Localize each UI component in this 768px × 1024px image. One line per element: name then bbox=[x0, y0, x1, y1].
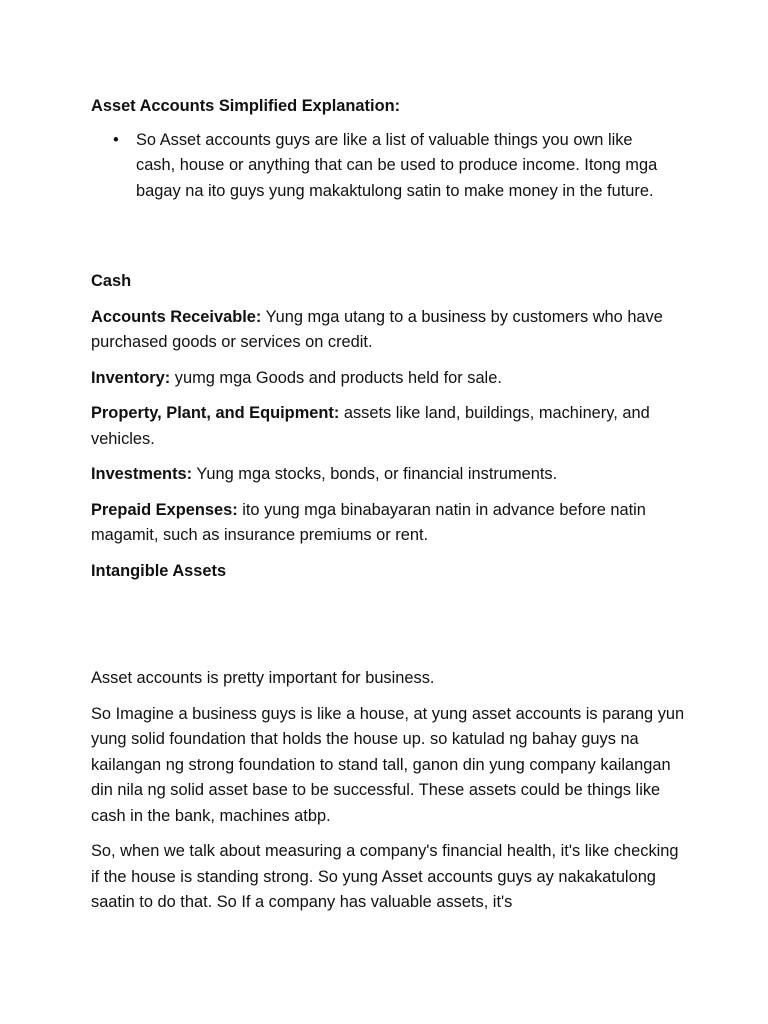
term-text: ito yung mga binabayaran natin in advance before natin magamit, such as insurance premiums or rent. bbox=[91, 500, 646, 544]
term-label: Prepaid Expenses: bbox=[91, 500, 238, 519]
bullet-list bbox=[91, 128, 691, 205]
document-page bbox=[91, 94, 691, 916]
paragraph: Asset accounts is pretty important for business. bbox=[91, 669, 435, 687]
term-label: Property, Plant, and Equipment: bbox=[91, 404, 340, 422]
term-label: Investments: bbox=[91, 465, 193, 483]
term-label: Accounts Receivable: bbox=[91, 307, 262, 326]
bullet-text: So Asset accounts guys are like a list of valuable things you own like cash, house or anything that can be used to produce income. Itong mga bagay na ito guys yung makaktulong satin to make money in the future. bbox=[136, 130, 658, 200]
term-accounts-receivable bbox=[91, 305, 691, 356]
term-text: yumg mga Goods and products held for sale. bbox=[170, 368, 502, 387]
term-text: Yung mga utang to a business by customers who have purchased goods or services on credit. bbox=[91, 307, 663, 351]
term-text: assets like land, buildings, machinery, and vehicles. bbox=[91, 404, 650, 448]
list-item bbox=[91, 128, 676, 205]
term-property-plant-equipment bbox=[91, 401, 691, 452]
bullet-icon: • bbox=[113, 130, 119, 149]
document-title: Asset Accounts Simplified Explanation: bbox=[91, 97, 401, 115]
term-investments bbox=[91, 462, 691, 488]
paragraph: So, when we talk about measuring a company's financial health, it's like checking if the house is standing strong. So yung Asset accounts guys ay nakakatulong saatin to do that. So If a company has valuable assets, it's bbox=[91, 842, 679, 911]
term-inventory bbox=[91, 366, 691, 392]
term-prepaid-expenses bbox=[91, 498, 691, 549]
term-text: Yung mga stocks, bonds, or financial instruments. bbox=[192, 465, 558, 483]
intangible-heading: Intangible Assets bbox=[91, 561, 227, 580]
cash-heading: Cash bbox=[91, 272, 132, 290]
term-label: Inventory: bbox=[91, 368, 171, 387]
paragraph: So Imagine a business guys is like a house, at yung asset accounts is parang yun yung solid foundation that holds the house up. so katulad ng bahay guys na kailangan ng strong foundation to stand tall, ganon din yung company kailangan din nila ng solid asset base to be successful. These assets could be things like cash in the bank, machines atbp. bbox=[91, 704, 685, 825]
